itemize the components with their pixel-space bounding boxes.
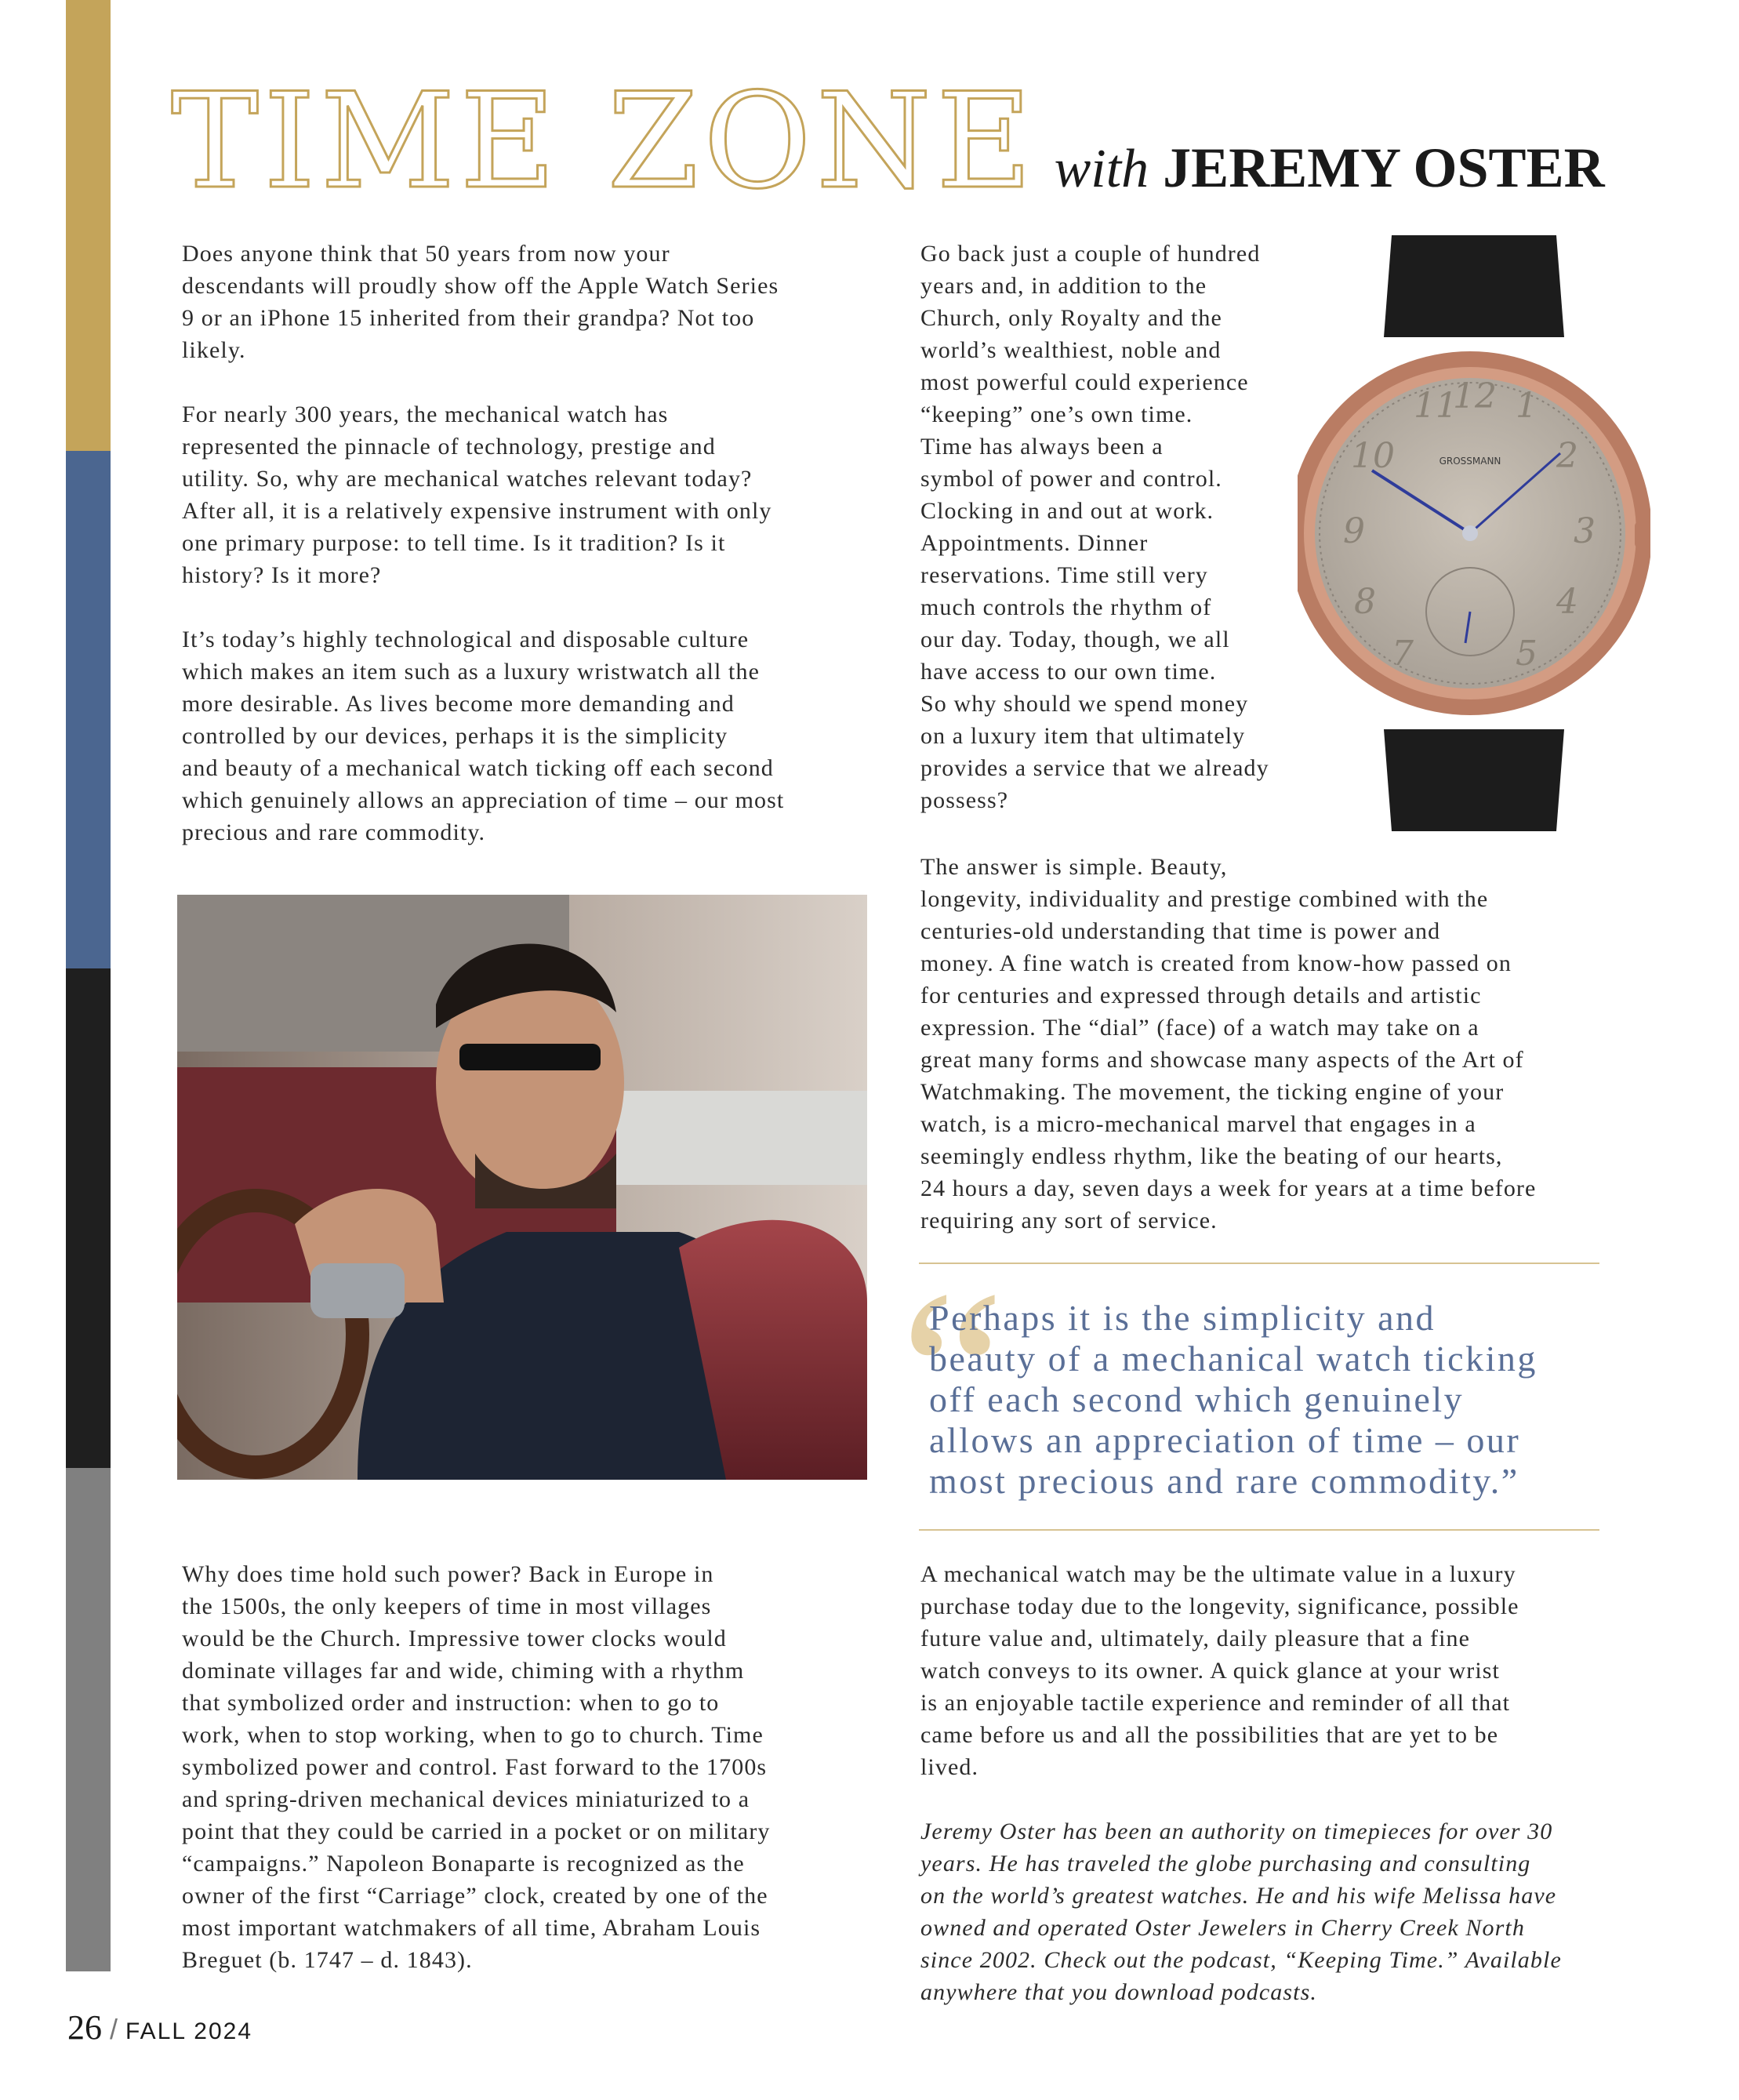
- watch-numeral-5: 5: [1516, 634, 1538, 674]
- left-paragraph-1: Does anyone think that 50 years from now your descendants will proudly show off the Apple Watch Series 9 or an iPhone 15 inherited from their grandpa? Not too likely.: [182, 241, 779, 363]
- watch-numeral-4: 4: [1556, 582, 1578, 622]
- watch-numeral-11: 11: [1414, 386, 1458, 426]
- accent-strip-blue: [66, 451, 111, 968]
- accent-strip-black: [66, 968, 111, 1468]
- page-folio: [67, 2007, 252, 2047]
- watch-numeral-9: 9: [1343, 511, 1365, 551]
- issue-season: FALL 2024: [125, 2018, 253, 2044]
- watch-numeral-7: 7: [1392, 634, 1414, 674]
- watch-numeral-12: 12: [1453, 376, 1497, 416]
- author-bio: Jeremy Oster has been an authority on timepieces for over 30 years. He has traveled the globe purchasing and consulting on the world’s greatest watches. He and his wife Melissa have owned and operated Oster Jewelers in Cherry Creek North since 2002. Check out the podcast, “Keeping Time.” Available anywhere that you download podcasts.: [920, 1818, 1562, 2005]
- folio-divider: /: [110, 2013, 118, 2045]
- watch-numeral-8: 8: [1354, 582, 1376, 622]
- right-paragraph-2: The answer is simple. Beauty, longevity, individuality and prestige combined with the centuries-old understanding that time is power and money. A fine watch is created from know-how passed on for centuries and expressed through details and artistic expression. The “dial” (face) of a watch may take on a great many forms and showcase many aspects of the Art of Watchmaking. The movement, the ticking engine of your watch, is a micro-mechanical marvel that engages in a seemingly endless rhythm, like the beating of our hearts, 24 hours a day, seven days a week for years at a time before requiring any sort of service.: [920, 854, 1537, 1233]
- title-author-name: JEREMY OSTER: [1163, 136, 1605, 199]
- left-paragraph-2: For nearly 300 years, the mechanical watch has represented the pinnacle of technology, prestige and utility. So, why are mechanical watches relevant today? After all, it is a relatively expensive instrument with only one primary purpose: to tell time. Is it tradition? Is it history? Is it more?: [182, 401, 772, 588]
- watch-numeral-10: 10: [1351, 436, 1395, 476]
- accent-strip-gray: [66, 1468, 111, 1971]
- luxury-watch-image: [1298, 235, 1650, 831]
- pull-quote-bottom-rule: [919, 1529, 1599, 1531]
- watch-numeral-1: 1: [1516, 386, 1538, 426]
- right-paragraph-1: Go back just a couple of hundred years and, in addition to the Church, only Royalty and the world’s wealthiest, noble and most powerful could experience “keeping” one’s own time. Time has always been a symbol of power and control. Clocking in and out at work. Appointments. Dinner reservations. Time still very much controls the rhythm of our day. Today, though, we all have access to our own time. So why should we spend money on a luxury item that ultimately provides a service that we already possess?: [920, 241, 1269, 813]
- quote-mark-icon: “: [900, 1242, 1005, 1502]
- watch-numeral-2: 2: [1556, 436, 1578, 476]
- pull-quote: Perhaps it is the simplicity and beauty of a mechanical watch ticking off each second which genuinely allows an appreciation of time – our most precious and rare commodity.”: [929, 1298, 1538, 1501]
- title-main: TIME ZONE: [171, 64, 1037, 218]
- left-paragraph-3: It’s today’s highly technological and disposable culture which makes an item such as a luxury wristwatch all the more desirable. As lives become more demanding and controlled by our devices, perhaps it is the simplicity and beauty of a mechanical watch ticking off each second which genuinely allows an appreciation of time – our most precious and rare commodity.: [182, 627, 785, 845]
- page-number: 26: [67, 2008, 102, 2047]
- watch-numeral-3: 3: [1574, 511, 1596, 551]
- title-with: with: [1054, 139, 1149, 199]
- man-in-car-photo: [177, 895, 867, 1480]
- accent-strip-gold: [66, 0, 111, 451]
- pull-quote-top-rule: [919, 1263, 1599, 1264]
- left-paragraph-4: Why does time hold such power? Back in Europe in the 1500s, the only keepers of time in most villages would be the Church. Impressive tower clocks would dominate villages far and wide, chiming with a rhythm that symbolized order and instruction: when to go to work, when to stop working, when to go to church. Time symbolized power and control. Fast forward to the 1700s and spring-driven mechanical devices miniaturized to a point that they could be carried in a pocket or on military “campaigns.” Napoleon Bonaparte is recognized as the owner of the first “Carriage” clock, created by one of the most important watchmakers of all time, Abraham Louis Breguet (b. 1747 – d. 1843).: [182, 1561, 771, 1973]
- watch-brand: GROSSMANN: [1439, 456, 1501, 467]
- right-paragraph-3: A mechanical watch may be the ultimate value in a luxury purchase today due to the longevity, significance, possible future value and, ultimately, daily pleasure that a fine watch conveys to its owner. A quick glance at your wrist is an enjoyable tactile experience and reminder of all that came before us and all the possibilities that are yet to be lived.: [920, 1561, 1519, 1780]
- page-title: [171, 64, 1605, 218]
